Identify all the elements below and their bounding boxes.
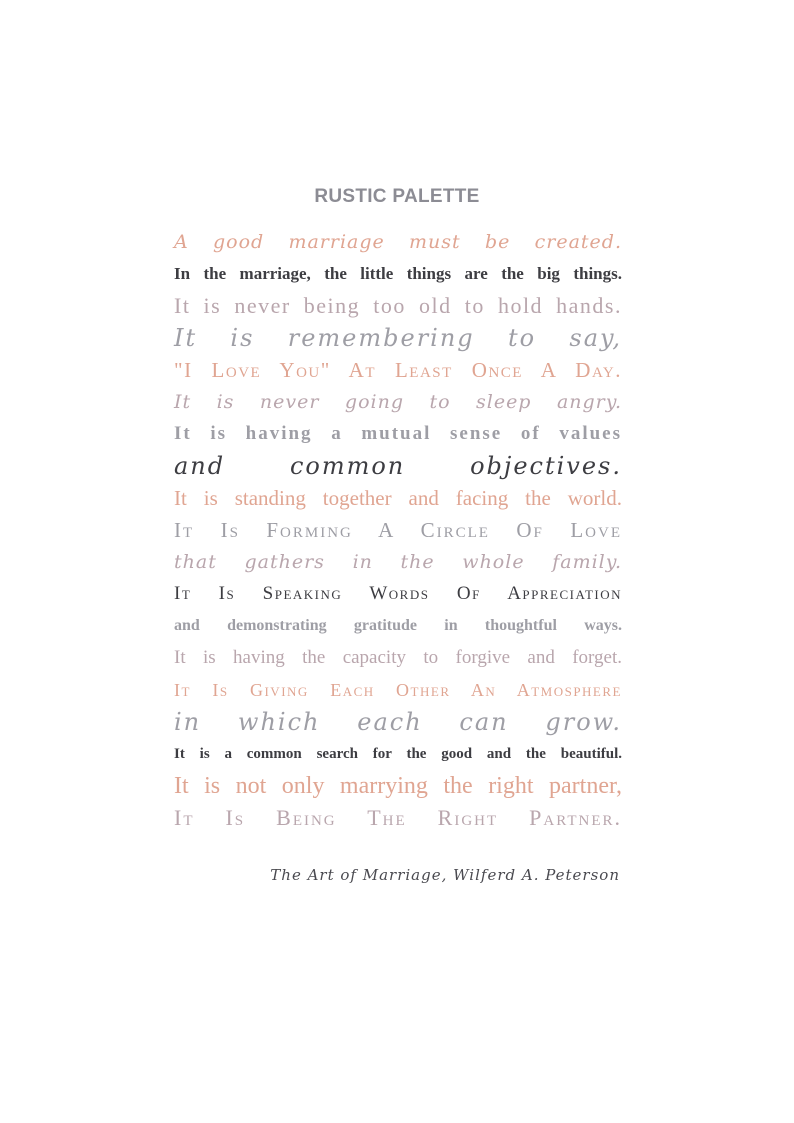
poem-line: In the marriage, the little things are the big things. <box>174 264 622 283</box>
poem-line: and common objectives. <box>174 452 622 480</box>
poem-line: It is never being too old to hold hands. <box>174 293 622 318</box>
poem-line: It is a common search for the good and the beautiful. <box>174 746 622 762</box>
poem-line: It is having a mutual sense of values <box>174 423 622 444</box>
poem-line: that gathers in the whole family. <box>174 551 622 573</box>
poem-credit: The Art of Marriage, Wilferd A. Peterson <box>270 866 620 884</box>
poem-line: It is remembering to say, <box>174 324 622 352</box>
poem-line: It is not only marrying the right partner, <box>174 773 622 799</box>
poem-line: It Is Speaking Words Of Appreciation <box>174 583 622 604</box>
poem-line: It Is Being The Right Partner. <box>174 805 622 830</box>
poem-line: It is never going to sleep angry. <box>174 391 622 413</box>
poem-line: It Is Forming A Circle Of Love <box>174 518 622 542</box>
page-title: RUSTIC PALETTE <box>314 186 480 207</box>
poem-line: in which each can grow. <box>174 708 622 736</box>
poem-line: and demonstrating gratitude in thoughtful ways. <box>174 617 622 634</box>
poem-line: It is standing together and facing the world. <box>174 486 622 510</box>
poem-line: It Is Giving Each Other An Atmosphere <box>174 680 622 700</box>
poem-line: "I Love You" At Least Once A Day. <box>174 358 622 382</box>
poem-line: A good marriage must be created. <box>174 231 622 253</box>
poem-body <box>174 226 622 834</box>
poem-line: It is having the capacity to forgive and forget. <box>174 647 622 668</box>
